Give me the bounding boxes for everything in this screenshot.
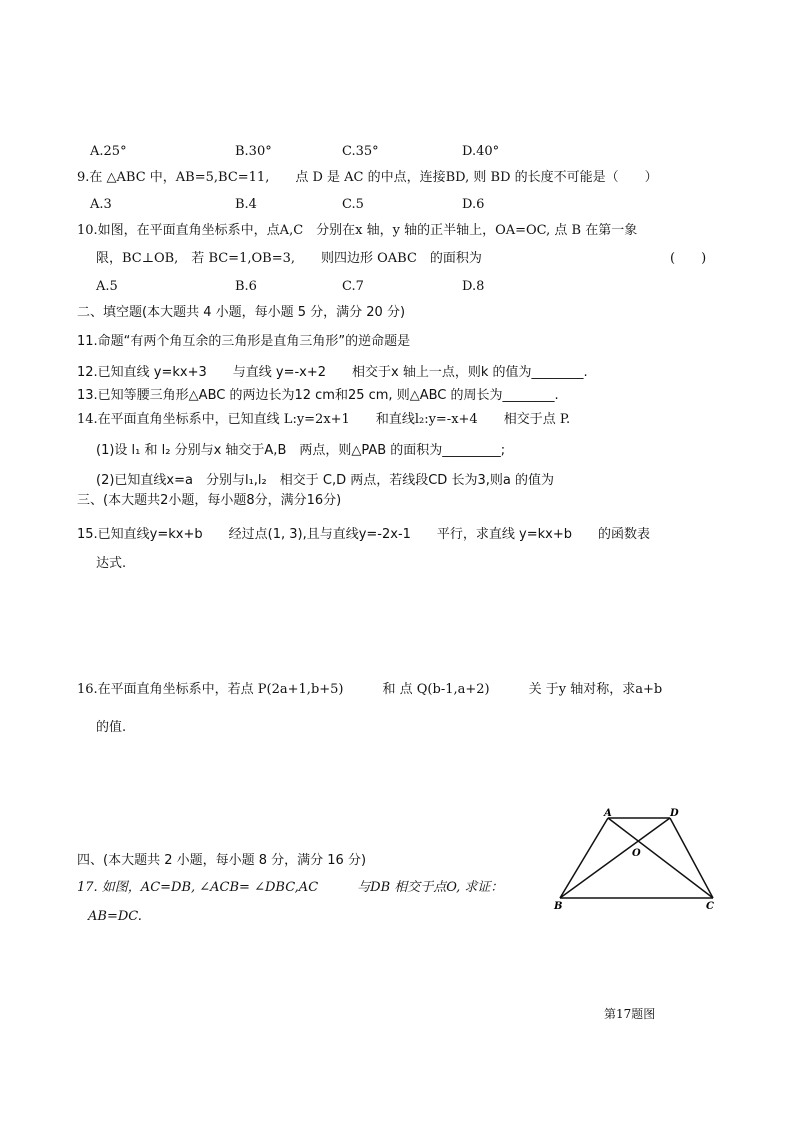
q9-option-b: B.4 xyxy=(235,197,257,212)
q10-answer-paren: ( ) xyxy=(670,251,707,266)
section-4-header: 四、(本大题共 2 小题，每小题 8 分，满分 16 分) xyxy=(77,853,367,868)
q15-stem-2: 达式. xyxy=(96,556,127,571)
q14-sub-2: (2)已知直线x=a 分别与l₁,l₂ 相交于 C,D 两点，若线段CD 长为3,则a 的值为 xyxy=(96,473,554,488)
q12-stem: 12.已知直线 y=kx+3 与直线 y=-x+2 相交于x 轴上一点，则k 的值为________. xyxy=(77,365,588,380)
q17-stem: 17. 如图，AC=DB, ∠ACB= ∠DBC,AC 与DB 相交于点O, 求证： xyxy=(77,880,504,895)
q10-option-b: B.6 xyxy=(235,279,257,294)
q14-stem: 14.在平面直角坐标系中，已知直线 L:y=2x+1 和直线l₂:y=-x+4 相交于点 P. xyxy=(77,412,571,427)
q8-option-c: C.35° xyxy=(342,144,379,159)
label-o: O xyxy=(632,848,641,859)
q9-stem: 9.在 △ABC 中，AB=5,BC=11, 点 D 是 AC 的中点，连接BD, 则 BD 的长度不可能是（ ） xyxy=(77,170,658,185)
segment-dc xyxy=(670,818,713,898)
q10-option-c: C.7 xyxy=(342,279,364,294)
section-2-header: 二、填空题(本大题共 4 小题，每小题 5 分，满分 20 分) xyxy=(77,305,406,320)
q9-option-d: D.6 xyxy=(462,197,485,212)
segment-db xyxy=(560,818,670,898)
q15-stem: 15.已知直线y=kx+b 经过点(1, 3),且与直线y=-2x-1 平行，求直线 y=kx+b 的函数表 xyxy=(77,527,650,542)
q9-option-a: A.3 xyxy=(90,197,112,212)
q16-stem-2: 的值. xyxy=(96,720,127,735)
segment-ac xyxy=(608,818,713,898)
label-d: D xyxy=(670,808,679,819)
label-c: C xyxy=(706,901,714,912)
segment-ab xyxy=(560,818,608,898)
q10-option-a: A.5 xyxy=(96,279,118,294)
q17-stem-2: AB=DC. xyxy=(88,909,142,924)
q9-option-c: C.5 xyxy=(342,197,364,212)
q8-option-a: A.25° xyxy=(90,144,127,159)
q16-stem: 16.在平面直角坐标系中，若点 P(2a+1,b+5) 和 点 Q(b-1,a+2) 关 于y 轴对称，求a+b xyxy=(77,682,663,697)
q10-stem: 10.如图，在平面直角坐标系中，点A,C 分别在x 轴，y 轴的正半轴上，OA=OC, 点 B 在第一象 xyxy=(77,223,638,238)
q13-stem: 13.已知等腰三角形△ABC 的两边长为12 cm和25 cm, 则△ABC 的周长为________. xyxy=(77,388,559,403)
label-a: A xyxy=(604,808,612,819)
q14-sub-1: (1)设 l₁ 和 l₂ 分别与x 轴交于A,B 两点，则△PAB 的面积为_________; xyxy=(96,443,506,458)
section-3-header: 三、(本大题共2小题，每小题8分，满分16分) xyxy=(77,493,342,508)
label-b: B xyxy=(554,901,563,912)
q11-stem: 11.命题“有两个角互余的三角形是直角三角形”的逆命题是 xyxy=(77,334,411,349)
q10-option-d: D.8 xyxy=(462,279,485,294)
q10-stem-2: 限，BC⊥OB, 若 BC=1,OB=3, 则四边形 OABC 的面积为 xyxy=(96,251,482,266)
q17-figure xyxy=(548,806,728,916)
q8-option-b: B.30° xyxy=(235,144,272,159)
q17-figure-caption: 第17题图 xyxy=(604,1007,656,1021)
q8-option-d: D.40° xyxy=(462,144,500,159)
